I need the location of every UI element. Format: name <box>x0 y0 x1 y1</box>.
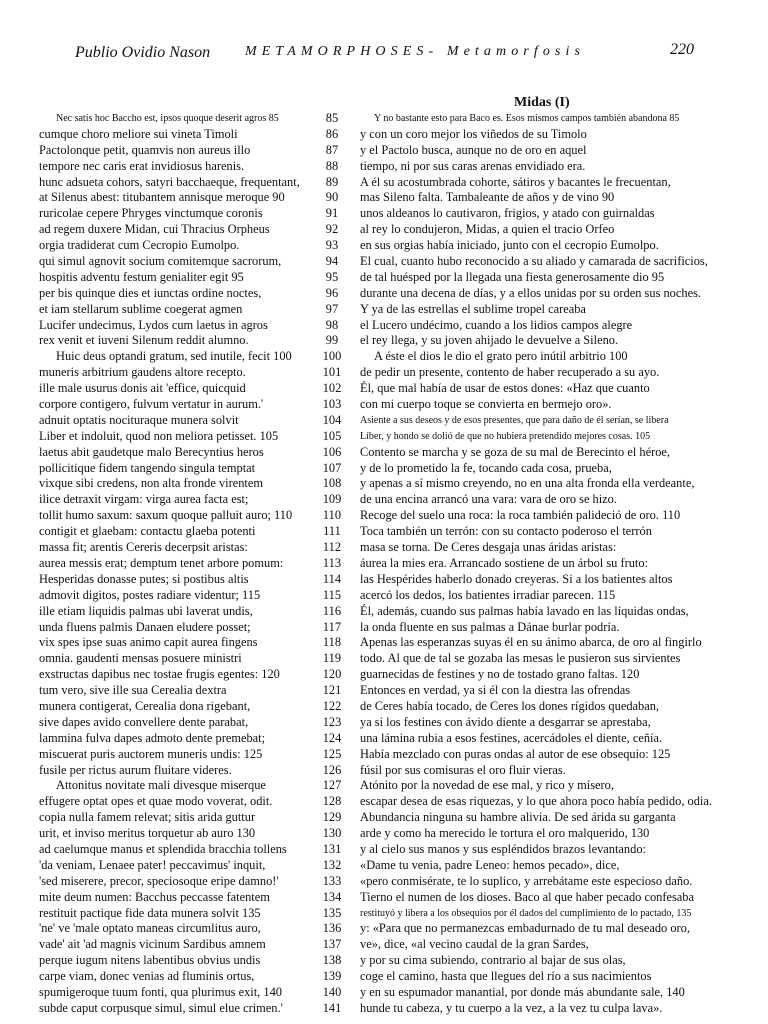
verse-line <box>0 143 768 159</box>
verse-line <box>0 127 768 143</box>
spanish-verse: al rey lo condujeron, Midas, a quien el tracio Orfeo <box>360 222 615 237</box>
line-number: 120 <box>322 667 342 682</box>
verse-line <box>0 683 768 699</box>
spanish-verse: de tal huésped por la llegada una fiesta generosamente dio 95 <box>360 269 665 284</box>
spanish-verse: Había mezclado con puras ondas al autor de ese obsequio: 125 <box>360 746 671 761</box>
latin-verse: hospitis adventu festum genialiter egit 95 <box>39 269 244 284</box>
header-author: Publio Ovidio Nason <box>75 44 211 61</box>
latin-verse: Pactolonque petit, quamvis non aureus illo <box>39 142 251 157</box>
verse-line <box>0 937 768 953</box>
latin-verse: mite deum numen: Bacchus peccasse fatentem <box>39 889 270 904</box>
verse-line <box>0 413 768 429</box>
line-number: 87 <box>325 142 339 157</box>
line-number: 91 <box>325 206 339 221</box>
verse-line <box>0 461 768 477</box>
line-number: 132 <box>322 857 342 872</box>
latin-verse: adnuit optatis nociturаque munera solvit <box>39 412 239 427</box>
line-number: 108 <box>322 476 342 491</box>
latin-verse: contigit et glaebam: contactu glaeba potenti <box>39 524 256 539</box>
spanish-verse: y apenas a sí mismo creyendo, no en una alta fronda ella verdeante, <box>360 476 695 491</box>
spanish-verse: ya si los festines con ávido diente a desgarrar se aprestaba, <box>360 714 651 729</box>
line-number: 97 <box>325 301 339 316</box>
spanish-verse: Recoge del suelo una roca: la roca también palideció de oro. 110 <box>360 508 681 523</box>
spanish-verse: y con un coro mejor los viñedos de su Timolo <box>360 126 587 141</box>
spanish-verse: Y no bastante esto para Baco es. Esos mismos campos también abandona 85 <box>374 113 680 124</box>
verse-line <box>0 397 768 413</box>
latin-verse: at Silenus abest: titubantem annisque meroque 90 <box>39 190 285 205</box>
line-number: 112 <box>322 540 342 555</box>
latin-verse: tollit humo saxum: saxum quoque palluit auro; 110 <box>39 508 293 523</box>
spanish-verse: arde y como ha merecido le tortura el oro malquerido, 130 <box>360 826 650 841</box>
latin-verse: vade' ait 'ad magnis vicinum Sardibus amnem <box>39 937 266 952</box>
verse-line <box>0 206 768 222</box>
spanish-verse: y de lo prometido la fe, tocando cada cosa, prueba, <box>360 460 612 475</box>
verse-line <box>0 286 768 302</box>
latin-verse: ille male usurus donis ait 'effice, quicquid <box>39 381 246 396</box>
verse-line <box>0 635 768 651</box>
latin-verse: ad regem duxere Midan, cui Thracius Orpheus <box>39 222 270 237</box>
latin-verse: cumque choro meliore sui vineta Timoli <box>39 126 238 141</box>
spanish-verse: Él, que mal había de usar de estos dones: «Haz que cuanto <box>360 381 650 396</box>
verse-line <box>0 318 768 334</box>
spanish-verse: todo. Al que de tal se gozaba las mesas le pusieron sus sirvientes <box>360 651 681 666</box>
latin-verse: perque iugum nitens labentibus obvius undis <box>39 953 261 968</box>
verse-line <box>0 747 768 763</box>
verse-line <box>0 890 768 906</box>
spanish-verse: Y ya de las estrellas el sublime tropel careaba <box>360 301 586 316</box>
line-number: 100 <box>322 349 342 364</box>
latin-verse: fusile per rictus aurum fluitare videres. <box>39 762 232 777</box>
line-number: 138 <box>322 953 342 968</box>
latin-verse: omnia. gaudenti mensas posuere ministri <box>39 651 242 666</box>
line-number: 110 <box>322 508 342 523</box>
spanish-verse: el Lucero undécimo, cuando a los lidios campos alegre <box>360 317 633 332</box>
spanish-verse: Él, además, cuando sus palmas había lavado en las líquidas ondas, <box>360 603 689 618</box>
latin-verse: admovit digitos, postes radiare videntur; 115 <box>39 587 261 602</box>
verse-line <box>0 222 768 238</box>
spanish-verse: «pero conmisérate, te lo suplico, y arrebátame este especioso daño. <box>360 873 693 888</box>
line-number: 104 <box>322 412 342 427</box>
spanish-verse: Tierno el numen de los dioses. Baco al que haber pecado confesaba <box>360 889 694 904</box>
header-work-title: METAMORPHOSES- Metamorfosis <box>245 44 586 59</box>
spanish-verse: de Ceres había tocado, de Ceres los dones rígidos quedaban, <box>360 698 660 713</box>
verse-line <box>0 842 768 858</box>
line-number: 139 <box>322 969 342 984</box>
spanish-verse: guarnecidas de festines y no de tostado grano faltas. 120 <box>360 667 640 682</box>
verse-line <box>0 476 768 492</box>
verse-line <box>0 794 768 810</box>
latin-verse: Hesperidas donasse putes; si postibus altis <box>39 571 249 586</box>
spanish-verse: coge el camino, hasta que llegues del río a sus nacimientos <box>360 969 652 984</box>
line-number: 127 <box>322 778 342 793</box>
verse-line <box>0 508 768 524</box>
spanish-verse: Atónito por la novedad de ese mal, y rico y mísero, <box>360 778 614 793</box>
latin-verse: massa fit; arentis Cereris decerpsit aristas: <box>39 540 248 555</box>
line-number: 90 <box>325 190 339 205</box>
line-number: 119 <box>322 651 342 666</box>
verse-line <box>0 826 768 842</box>
latin-verse: miscuerat puris auctorem muneris undis: 125 <box>39 746 263 761</box>
spanish-verse: durante una decena de días, y a ellos unidas por su orden sus noches. <box>360 285 701 300</box>
latin-verse: lammina fulva dapes admoto dente premebat; <box>39 730 266 745</box>
line-number: 118 <box>322 635 342 650</box>
line-number: 92 <box>325 222 339 237</box>
latin-verse: sive dapes avido convellere dente parabat, <box>39 714 249 729</box>
verse-line <box>0 365 768 381</box>
line-number: 134 <box>322 889 342 904</box>
verse-line <box>0 858 768 874</box>
line-number: 89 <box>325 174 339 189</box>
line-number: 131 <box>322 841 342 856</box>
line-number: 136 <box>322 921 342 936</box>
spanish-verse: tiempo, ni por sus caras arenas envidiado era. <box>360 158 586 173</box>
line-number: 115 <box>322 587 342 602</box>
verse-line <box>0 445 768 461</box>
line-number: 117 <box>322 619 342 634</box>
latin-verse: restituit pactique fide data munera solvit 135 <box>39 905 261 920</box>
latin-verse: Attonitus novitate mali divesque miserque <box>56 778 266 793</box>
verse-line <box>0 810 768 826</box>
spanish-verse: hunde tu cabeza, y tu cuerpo a la vez, a la vez tu culpa lava». <box>360 1000 663 1015</box>
verse-line <box>0 159 768 175</box>
line-number: 94 <box>325 254 339 269</box>
verse-line <box>0 381 768 397</box>
latin-verse: ad caelumque manus et splendida bracchia tollens <box>39 841 287 856</box>
verse-line <box>0 111 768 127</box>
spanish-verse: de una encina arrancó una vara: vara de oro se hizo. <box>360 492 617 507</box>
line-number: 123 <box>322 714 342 729</box>
spanish-verse: la onda fluente en sus palmas a Dánae burlar podría. <box>360 619 620 634</box>
verse-line <box>0 921 768 937</box>
line-number: 126 <box>322 762 342 777</box>
verse-line <box>0 667 768 683</box>
spanish-verse: Asiente a sus deseos y de esos presentes, que para daño de él serían, se libera <box>360 414 669 426</box>
line-number: 125 <box>322 746 342 761</box>
verse-line <box>0 254 768 270</box>
spanish-verse: unos aldeanos lo cautivaron, frigios, y atado con guirnaldas <box>360 206 655 221</box>
spanish-verse: Contento se marcha y se goza de su mal de Berecinto el héroe, <box>360 444 670 459</box>
latin-verse: Lucifer undecimus, Lydos cum laetus in agros <box>39 317 268 332</box>
verse-line <box>0 1001 768 1017</box>
latin-verse: unda fluens palmis Danaen eludere posset; <box>39 619 251 634</box>
spanish-verse: A éste el dios le dio el grato pero inútil arbitrio 100 <box>374 349 628 364</box>
spanish-verse: las Hespérides haberlo donado creyeras. Si a los batientes altos <box>360 571 673 586</box>
latin-verse: Liber et indoluit, quod non meliora petisset. 105 <box>39 428 279 443</box>
line-number: 96 <box>325 285 339 300</box>
line-number: 93 <box>325 238 339 253</box>
line-number: 86 <box>325 126 339 141</box>
verse-line <box>0 906 768 922</box>
latin-verse: corpore contigero, fulvum vertatur in aurum.' <box>39 397 264 412</box>
verse-line <box>0 492 768 508</box>
latin-verse: pollicitique fidem tangendo singula temptat <box>39 460 256 475</box>
latin-verse: rex venit et iuveni Silenum reddit alumno. <box>39 333 249 348</box>
latin-verse: aurea messis erat; demptum tenet arbore pomum: <box>39 555 284 570</box>
verse-line <box>0 302 768 318</box>
latin-verse: vixque sibi credens, non alta fronde virentem <box>39 476 263 491</box>
line-number: 114 <box>322 571 342 586</box>
verse-line <box>0 238 768 254</box>
line-number: 107 <box>322 460 342 475</box>
spanish-verse: en sus orgias había iniciado, junto con el cecropio Eumolpo. <box>360 238 659 253</box>
verse-line <box>0 763 768 779</box>
latin-verse: qui simul agnovit socium comitemque sacrorum, <box>39 254 282 269</box>
spanish-verse: Líber, y hondo se dolió de que no hubiera pretendido mejores cosas. 105 <box>360 430 651 442</box>
spanish-verse: Entonces en verdad, ya si él con la diestra las ofrendas <box>360 683 631 698</box>
verse-line <box>0 699 768 715</box>
line-number: 103 <box>322 397 342 412</box>
spanish-verse: Abundancia ninguna su hambre alivia. De sed árida su garganta <box>360 810 676 825</box>
spanish-verse: y el Pactolo busca, aunque no de oro en aquel <box>360 142 587 157</box>
line-number: 109 <box>322 492 342 507</box>
spanish-verse: El cual, cuanto hubo reconocido a su aliado y camarada de sacrificios, <box>360 254 708 269</box>
latin-verse: subde caput corpusque simul, simul elue crimen.' <box>39 1000 283 1015</box>
spanish-verse: y: «Para que no permanezcas embadurnado de tu mal deseado oro, <box>360 921 690 936</box>
verse-line <box>0 715 768 731</box>
latin-verse: hunc adsueta cohors, satyri bacchaeque, frequentant, <box>39 174 300 189</box>
line-number: 137 <box>322 937 342 952</box>
line-number: 122 <box>322 698 342 713</box>
line-number: 88 <box>325 158 339 173</box>
latin-verse: ilice detraxit virgam: virga aurea facta est; <box>39 492 249 507</box>
verse-line <box>0 604 768 620</box>
latin-verse: effugere optat opes et quae modo voverat, odit. <box>39 794 273 809</box>
latin-verse: 'sed miserere, precor, speciosoque eripe damno!' <box>39 873 279 888</box>
latin-verse: exstructas dapibus nec tostae frugis egentes: 120 <box>39 667 280 682</box>
latin-verse: carpe viam, donec venias ad fluminis ortus, <box>39 969 255 984</box>
line-number: 141 <box>322 1000 342 1015</box>
verse-line <box>0 778 768 794</box>
verse-line <box>0 540 768 556</box>
spanish-verse: el rey llega, y su joven ahijado le devuelve a Sileno. <box>360 333 619 348</box>
line-number: 128 <box>322 794 342 809</box>
latin-verse: ille etiam liquidis palmas ubi laverat undis, <box>39 603 253 618</box>
line-number: 99 <box>325 333 339 348</box>
spanish-verse: áurea la mies era. Arrancado sostiene de un árbol su fruto: <box>360 555 648 570</box>
spanish-verse: mas Sileno falta. Tambaleante de años y de vino 90 <box>360 190 615 205</box>
spanish-verse: una lámina rubia a esos festines, acercádoles el diente, ceñía. <box>360 730 663 745</box>
verse-line <box>0 175 768 191</box>
latin-verse: per bis quinque dies et iunctas ordine noctes, <box>39 285 262 300</box>
line-number: 111 <box>323 524 341 539</box>
latin-verse: ruricolae cepere Phryges vinctumque coronis <box>39 206 263 221</box>
verse-line <box>0 874 768 890</box>
line-number: 129 <box>322 810 342 825</box>
line-number: 105 <box>322 428 342 443</box>
line-number: 95 <box>325 269 339 284</box>
verse-line <box>0 953 768 969</box>
verse-line <box>0 731 768 747</box>
spanish-verse: y por su cima subiendo, contrario al bajar de sus olas, <box>360 953 626 968</box>
latin-verse: Huic deus optandi gratum, sed inutile, fecit 100 <box>56 349 292 364</box>
latin-verse: laetus abit gaudetque malo Berecyntius heros <box>39 444 264 459</box>
spanish-verse: y en su espumador manantial, por donde más abundante sale, 140 <box>360 984 685 999</box>
spanish-verse: escapar desea de esas riquezas, y lo que ahora poco había pedido, odia. <box>360 794 712 809</box>
line-number: 102 <box>322 381 342 396</box>
line-number: 124 <box>322 730 342 745</box>
verse-line <box>0 651 768 667</box>
spanish-verse: Apenas las esperanzas suyas él en su ánimo abarca, de oro al fingirlo <box>360 635 702 650</box>
spanish-verse: y al cielo sus manos y sus espléndidos brazos levantando: <box>360 841 646 856</box>
verse-line <box>0 429 768 445</box>
spanish-verse: de pedir un presente, contento de haber recuperado a su ayo. <box>360 365 660 380</box>
line-number: 98 <box>325 317 339 332</box>
latin-verse: et iam stellarum sublime coegerat agmen <box>39 301 243 316</box>
line-number: 135 <box>322 905 342 920</box>
latin-verse: copia nulla famem relevat; sitis arida guttur <box>39 810 256 825</box>
latin-verse: Nec satis hoc Baccho est, ipsos quoque deserit agros 85 <box>56 113 279 124</box>
line-number: 116 <box>322 603 342 618</box>
verse-line <box>0 190 768 206</box>
latin-verse: 'ne' ve 'male optato maneas circumlitus auro, <box>39 921 261 936</box>
verse-line <box>0 985 768 1001</box>
spanish-verse: restituyó y libera a los obsequios por él dados del cumplimiento de lo pactado, 135 <box>360 907 692 919</box>
latin-verse: tum vero, sive ille sua Cerealia dextra <box>39 683 227 698</box>
spanish-verse: masa se torna. De Ceres desgaja unas áridas aristas: <box>360 540 617 555</box>
latin-verse: 'da veniam, Lenaee pater! peccavimus' inquit, <box>39 857 266 872</box>
line-number: 101 <box>322 365 342 380</box>
latin-verse: vix spes ipse suas animo capit aurea fingens <box>39 635 258 650</box>
verse-line <box>0 556 768 572</box>
latin-verse: spumigeroque tuum fonti, qua plurimus exit, 140 <box>39 984 282 999</box>
line-number: 113 <box>322 555 342 570</box>
verse-line <box>0 572 768 588</box>
line-number: 130 <box>322 826 342 841</box>
spanish-verse: «Dame tu venia, padre Leneo: hemos pecado», dice, <box>360 857 620 872</box>
line-number: 106 <box>322 444 342 459</box>
spanish-verse: ve», dice, «al vecino caudal de la gran Sardes, <box>360 937 589 952</box>
verse-line <box>0 588 768 604</box>
verse-line <box>0 270 768 286</box>
verse-line <box>0 333 768 349</box>
verse-line <box>0 620 768 636</box>
verse-line <box>0 969 768 985</box>
spanish-verse: acercó los dedos, los batientes irradiar parecen. 115 <box>360 587 616 602</box>
latin-verse: munera contigerat, Cerealia dona rigebant, <box>39 698 251 713</box>
spanish-verse: A él su acostumbrada cohorte, sátiros y bacantes le frecuentan, <box>360 174 671 189</box>
verse-lines <box>0 111 768 1017</box>
section-title: Midas (I) <box>514 95 570 110</box>
spanish-verse: con mi cuerpo toque se convierta en bermejo oro». <box>360 397 612 412</box>
spanish-verse: fúsil por sus comisuras el oro fluir vieras. <box>360 762 566 777</box>
line-number: 85 <box>325 111 339 125</box>
line-number: 133 <box>322 873 342 888</box>
latin-verse: urit, et inviso meritus torquetur ab auro 130 <box>39 826 256 841</box>
spanish-verse: Toca también un terrón: con su contacto poderoso el terrón <box>360 524 652 539</box>
latin-verse: muneris arbitrium gaudens altore recepto. <box>39 365 246 380</box>
line-number: 121 <box>322 683 342 698</box>
verse-line <box>0 349 768 365</box>
latin-verse: tempore nec caris erat invidiosus harenis. <box>39 158 245 173</box>
verse-line <box>0 524 768 540</box>
page-number: 220 <box>670 41 694 58</box>
latin-verse: orgia tradiderat cum Cecropio Eumolpo. <box>39 238 240 253</box>
line-number: 140 <box>322 984 342 999</box>
